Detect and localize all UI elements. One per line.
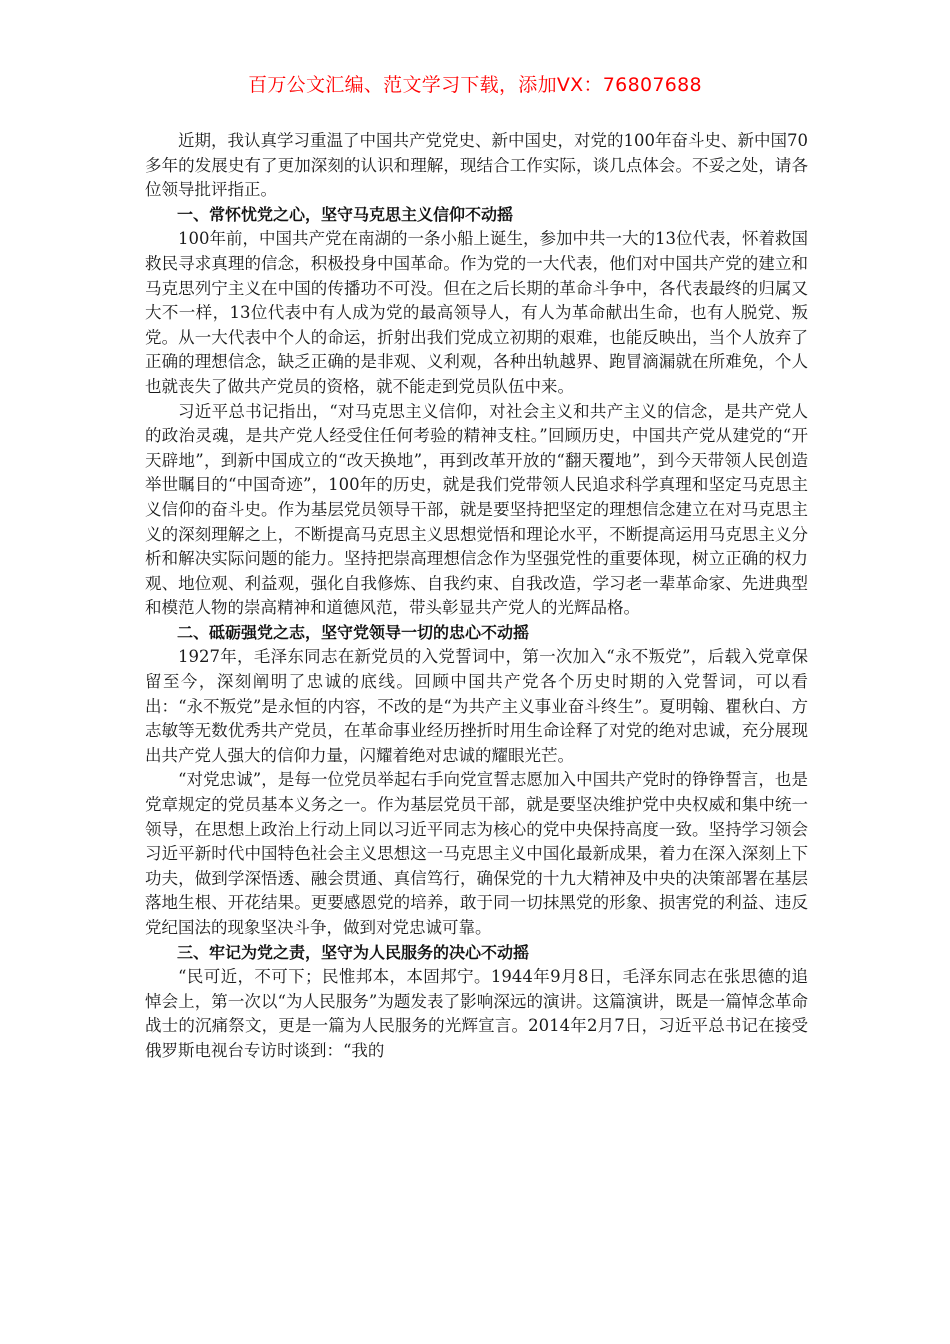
- section-heading-1: 一、常怀忧党之心，坚守马克思主义信仰不动摇: [177, 204, 514, 224]
- promo-header: 百万公文汇编、范文学习下载，添加VX：76807688: [248, 74, 702, 96]
- section-1-paragraph-1: 100年前，中国共产党在南湖的一条小船上诞生，参加中共一大的13位代表，怀着救国救民寻求真理的信念，积极投身中国革命。作为党的一大代表，他们对中国共产党的建立和马克思列宁主义在中国的传播功不可没。但在之后长期的革命斗争中，各代表最终的归属又大不一样，13位代表中有人成为党的最高领导人，有人为革命献出生命，也有人脱党、叛党。从一大代表中个人的命运，折射出我们党成立初期的艰难，也能反映出，当个人放弃了正确的理想信念，缺乏正确的是非观、义利观，各种出轨越界、跑冒滴漏就在所难免，个人也就丧失了做共产党员的资格，就不能走到党员队伍中来。: [145, 229, 808, 396]
- section-2-paragraph-2: “对党忠诚”，是每一位党员举起右手向党宣誓志愿加入中国共产党时的铮铮誓言，也是党章规定的党员基本义务之一。作为基层党员干部，就是要坚决维护党中央权威和集中统一领导，在思想上政治上行动上同以习近平同志为核心的党中央保持高度一致。坚持学习领会习近平新时代中国特色社会主义思想这一马克思主义中国化最新成果，着力在深入深刻上下功夫，做到学深悟透、融会贯通、真信笃行，确保党的十九大精神及中央的决策部署在基层落地生根、开花结果。更要感恩党的培养，敢于同一切抹黑党的形象、损害党的利益、违反党纪国法的现象坚决斗争，做到对党忠诚可靠。: [145, 770, 808, 937]
- intro-paragraph: 近期，我认真学习重温了中国共产党党史、新中国史，对党的100年奋斗史、新中国70多年的发展史有了更加深刻的认识和理解，现结合工作实际，谈几点体会。不妥之处，请各位领导批评指正。: [145, 131, 808, 200]
- section-heading-2: 二、砥砺强党之志，坚守党领导一切的忠心不动摇: [177, 622, 530, 642]
- section-heading-3: 三、牢记为党之责，坚守为人民服务的决心不动摇: [177, 942, 530, 962]
- section-2-paragraph-1: 1927年，毛泽东同志在新党员的入党誓词中，第一次加入“永不叛党”，后载入党章保留至今，深刻阐明了忠诚的底线。回顾中国共产党各个历史时期的入党誓词，可以看出：“永不叛党”是永恒的内容，不改的是“为共产主义事业奋斗终生”。夏明翰、瞿秋白、方志敏等无数优秀共产党员，在革命事业经历挫折时用生命诠释了对党的绝对忠诚，充分展现出共产党人强大的信仰力量，闪耀着绝对忠诚的耀眼光芒。: [145, 647, 808, 765]
- section-1-paragraph-2: 习近平总书记指出，“对马克思主义信仰，对社会主义和共产主义的信念，是共产党人的政治灵魂，是共产党人经受住任何考验的精神支柱。”回顾历史，中国共产党从建党的“开天辟地”，到新中国成立的“改天换地”，再到改革开放的“翻天覆地”，到今天带领人民创造举世瞩目的“中国奇迹”，100年的历史，就是我们党带领人民追求科学真理和坚定马克思主义信仰的奋斗史。作为基层党员领导干部，就是要坚持把坚定的理想信念建立在对马克思主义的深刻理解之上，不断提高马克思主义思想觉悟和理论水平，不断提高运用马克思主义分析和解决实际问题的能力。坚持把崇高理想信念作为坚强党性的重要体现，树立正确的权力观、地位观、利益观，强化自我修炼、自我约束、自我改造，学习老一辈革命家、先进典型和模范人物的崇高精神和道德风范，带头彰显共产党人的光辉品格。: [145, 401, 808, 618]
- document-body: [145, 129, 808, 1064]
- section-3-paragraph-1: “民可近，不可下；民惟邦本，本固邦宁。1944年9月8日，毛泽东同志在张思德的追悼会上，第一次以“为人民服务”为题发表了影响深远的演讲。这篇演讲，既是一篇悼念革命战士的沉痛祭文，更是一篇为人民服务的光辉宣言。2014年2月7日，习近平总书记在接受俄罗斯电视台专访时谈到：“我的: [145, 967, 808, 1060]
